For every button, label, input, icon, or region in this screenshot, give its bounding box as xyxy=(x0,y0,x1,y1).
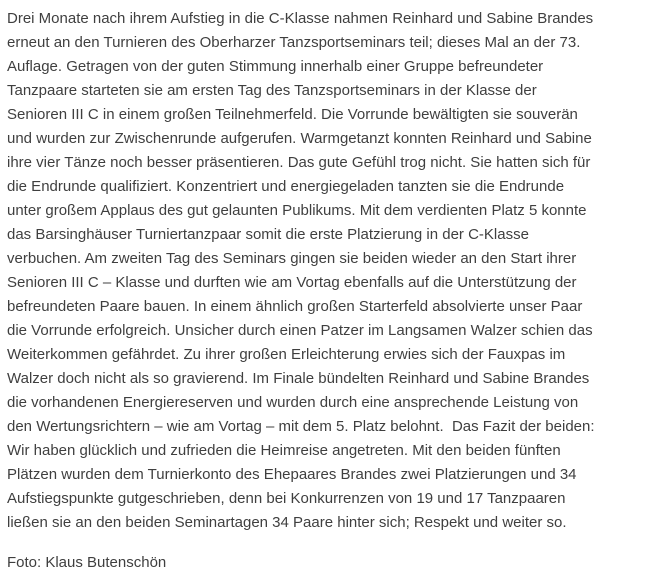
article-line: ihre vier Tänze noch besser präsentieren. Das gute Gefühl trog nicht. Sie hatten sich für xyxy=(7,154,591,171)
article-line: verbuchen. Am zweiten Tag des Seminars gingen sie beiden wieder an den Start ihrer xyxy=(7,250,577,267)
article-line: und wurden zur Zwischenrunde aufgerufen. Warmgetanzt konnten Reinhard und Sabine xyxy=(7,130,592,147)
article-line: Tanzpaare starteten sie am ersten Tag des Tanzsportseminars in der Klasse der xyxy=(7,82,537,99)
article-line: befreundeten Paare bauen. In einem ähnlich großen Starterfeld absolvierte unser Paar xyxy=(7,298,583,315)
article-line: Senioren III C – Klasse und durften wie am Vortag ebenfalls auf die Unterstützung der xyxy=(7,274,577,291)
photo-credit: Foto: Klaus Butenschön xyxy=(7,554,167,571)
article-line: die vorhandenen Energiereserven und wurden durch eine ansprechende Leistung von xyxy=(7,394,579,411)
article-line: Aufstiegspunkte gutgeschrieben, denn bei Konkurrenzen von 19 und 17 Tanzpaaren xyxy=(7,490,566,507)
article-line: unter großem Applaus des gut gelaunten Publikums. Mit dem verdienten Platz 5 konnte xyxy=(7,202,587,219)
article-line: die Vorrunde erfolgreich. Unsicher durch einen Patzer im Langsamen Walzer schien das xyxy=(7,322,593,339)
article-line: Weiterkommen gefährdet. Zu ihrer großen Erleichterung erwies sich der Fauxpas im xyxy=(7,346,566,363)
article-line: Senioren III C in einem großen Teilnehmerfeld. Die Vorrunde bewältigten sie souverän xyxy=(7,106,578,123)
article-line: das Barsinghäuser Turniertanzpaar somit die erste Platzierung in der C-Klasse xyxy=(7,226,529,243)
article-line: erneut an den Turnieren des Oberharzer Tanzsportseminars teil; dieses Mal an der 73. xyxy=(7,34,581,51)
article-line: Drei Monate nach ihrem Aufstieg in die C-Klasse nahmen Reinhard und Sabine Brandes xyxy=(7,10,594,27)
article-line: Wir haben glücklich und zufrieden die Heimreise angetreten. Mit den beiden fünften xyxy=(7,442,561,459)
article-line: ließen sie an den beiden Seminartagen 34 Paare hinter sich; Respekt und weiter so. xyxy=(7,514,567,531)
article-line: Plätzen wurden dem Turnierkonto des Ehepaares Brandes zwei Platzierungen und 34 xyxy=(7,466,577,483)
article-line: Walzer doch nicht als so gravierend. Im Finale bündelten Reinhard und Sabine Brandes xyxy=(7,370,590,387)
article-line: die Endrunde qualifiziert. Konzentriert und energiegeladen tanzten sie die Endrunde xyxy=(7,178,565,195)
article-line: Auflage. Getragen von der guten Stimmung innerhalb einer Gruppe befreundeter xyxy=(7,58,544,75)
article-line: den Wertungsrichtern – wie am Vortag – mit dem 5. Platz belohnt. Das Fazit der beiden: xyxy=(7,418,595,435)
